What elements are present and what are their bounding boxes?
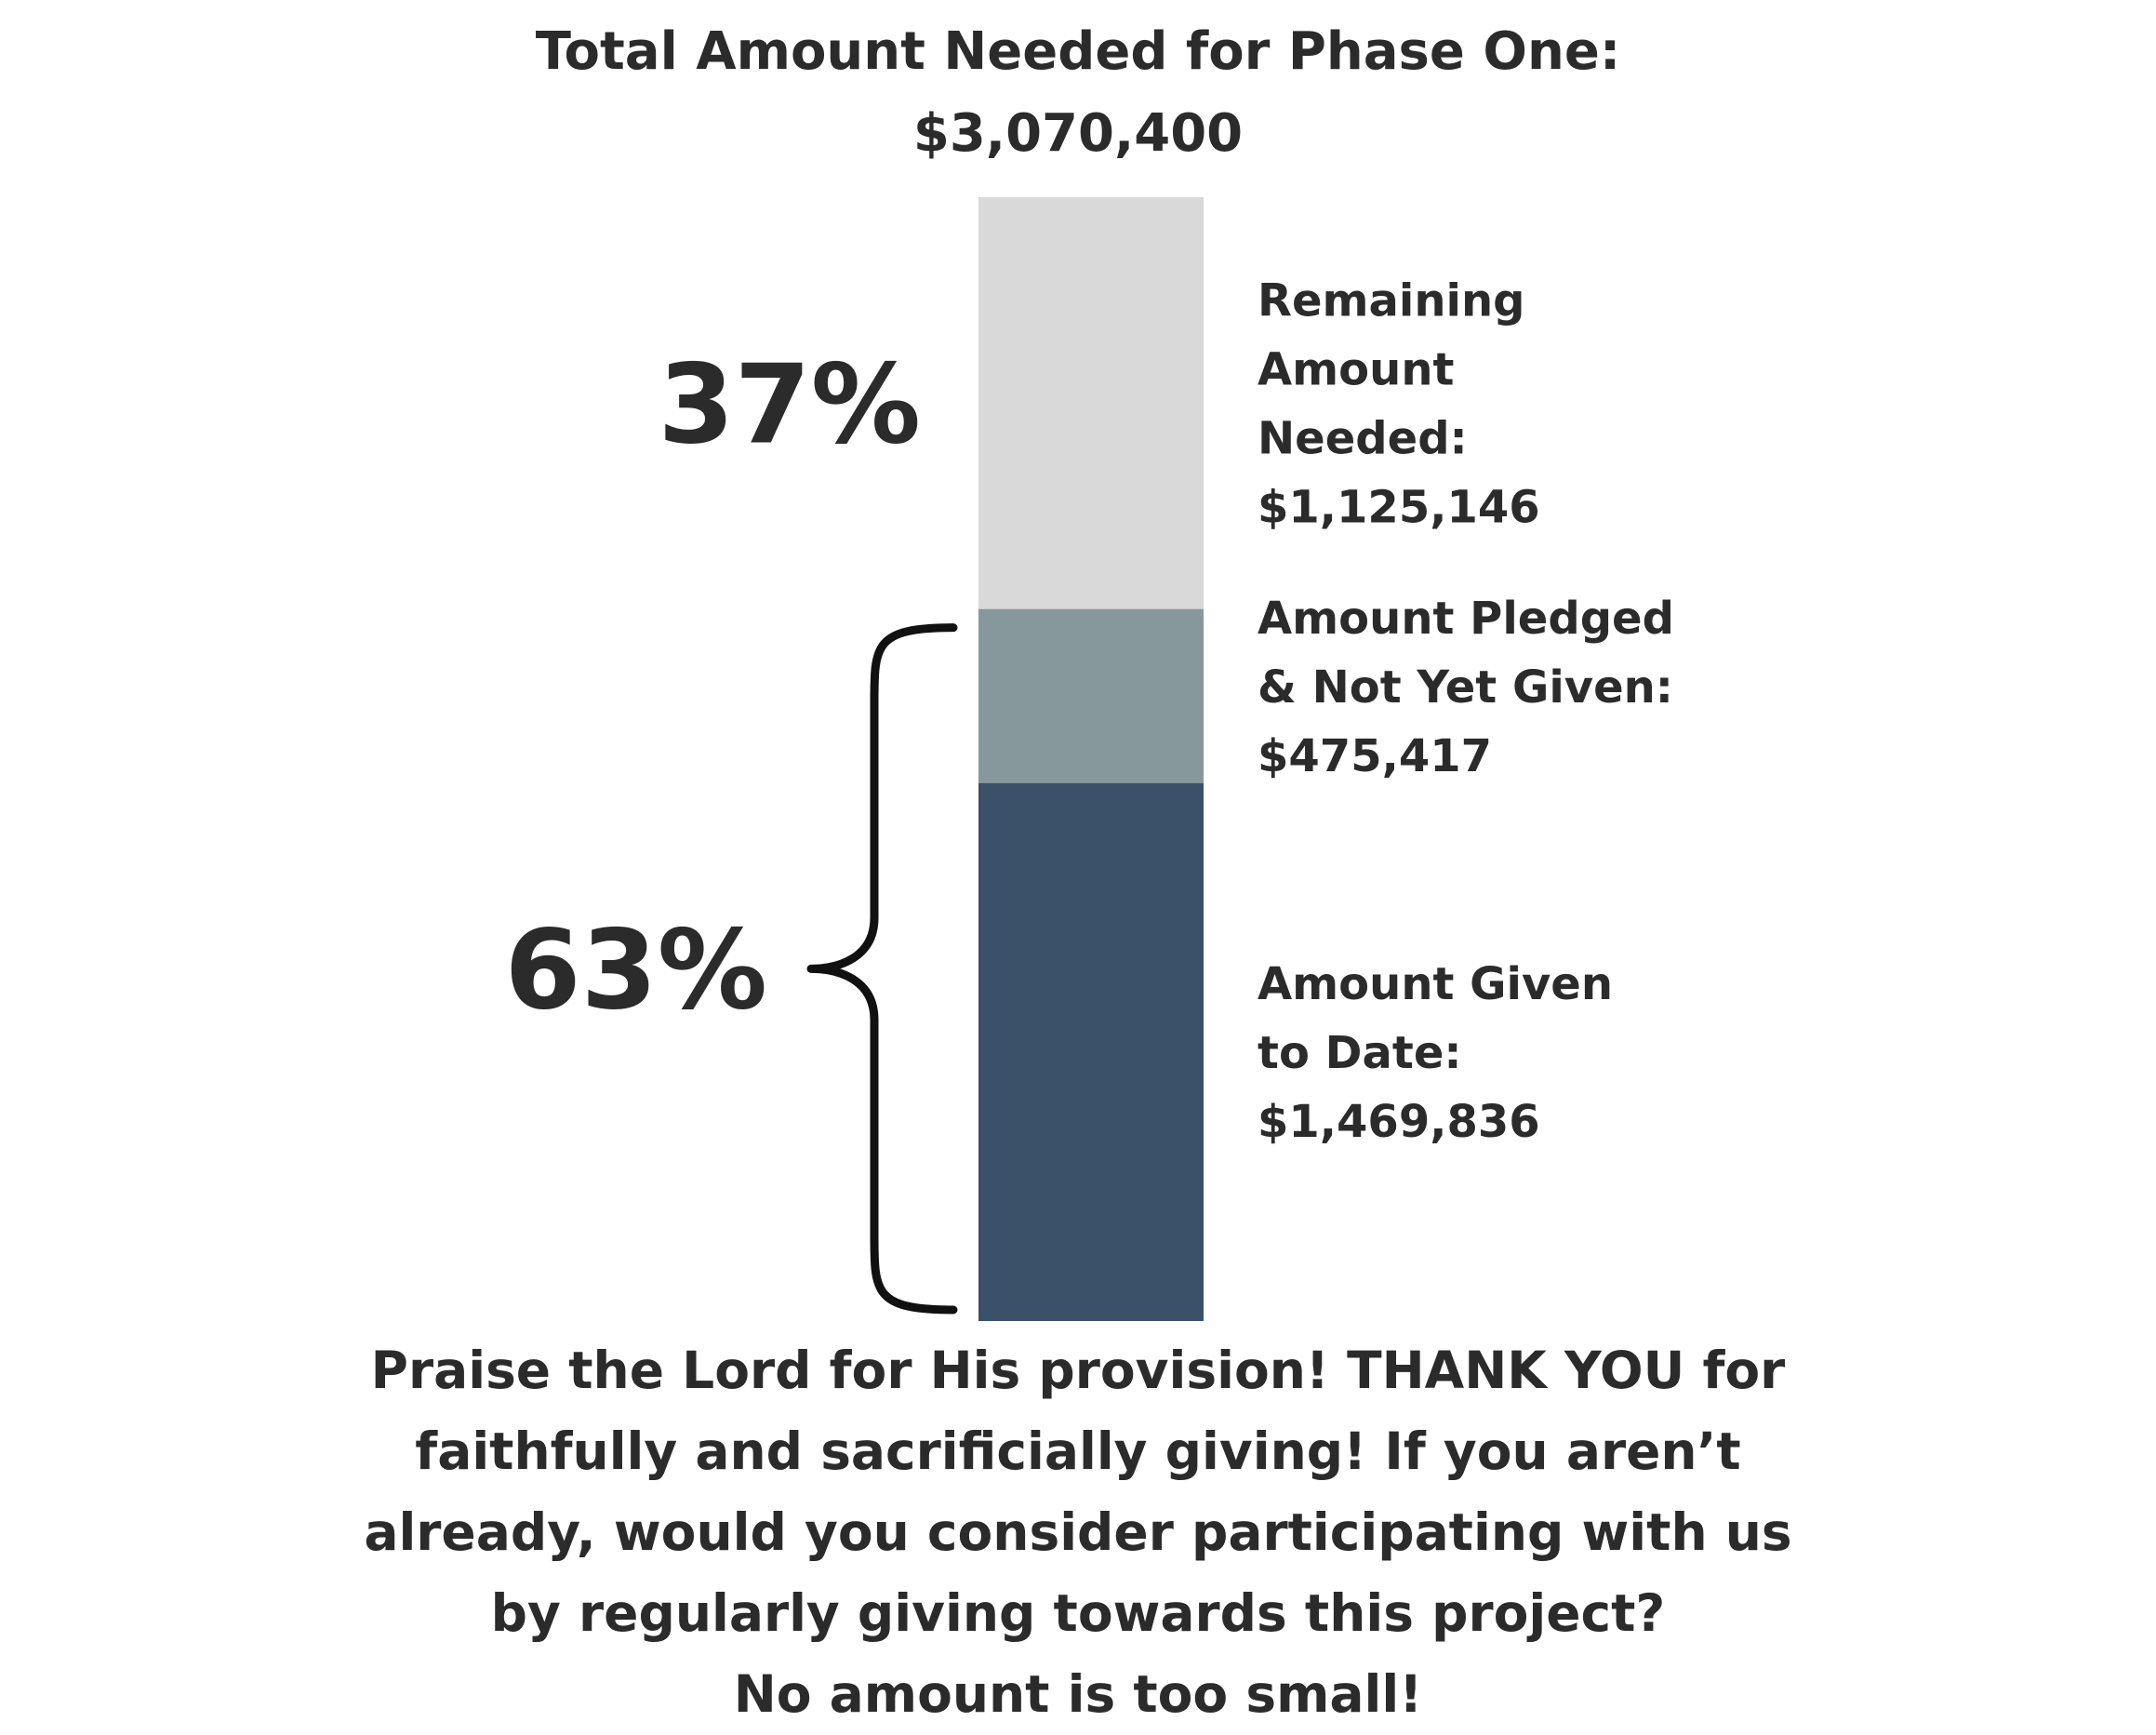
segment-label-pledged-line: Amount Pledged — [1258, 593, 1674, 646]
segment-label-given-line: Amount Given — [1258, 957, 1614, 1010]
segment-label-remaining-line: Amount — [1258, 343, 1455, 396]
segment-label-given-line: $1,469,836 — [1258, 1095, 1540, 1148]
message-line-5: No amount is too small! — [733, 1664, 1423, 1724]
segment-label-remaining-line: Remaining — [1258, 274, 1525, 327]
segment-label-pledged-line: & Not Yet Given: — [1258, 661, 1673, 714]
segment-label-remaining — [1258, 274, 1540, 533]
title-line-1: Total Amount Needed for Phase One: — [535, 21, 1621, 82]
bar-segment-remaining — [978, 197, 1204, 609]
segment-label-pledged-line: $475,417 — [1258, 730, 1493, 783]
thank-you-message — [0, 1330, 2156, 1735]
segment-label-given — [1258, 958, 1613, 1148]
curly-brace-icon — [811, 628, 953, 1310]
message-line-4: by regularly giving towards this project? — [490, 1583, 1666, 1643]
message-line-3: already, would you consider participating with us — [364, 1502, 1792, 1562]
percent-label-committed: 63% — [504, 905, 767, 1034]
title-total-amount: $3,070,400 — [912, 103, 1244, 164]
percent-label-remaining: 37% — [658, 340, 921, 469]
bar-segment-pledged — [978, 609, 1204, 783]
segment-label-remaining-line: $1,125,146 — [1258, 481, 1540, 534]
segment-label-remaining-line: Needed: — [1258, 412, 1468, 465]
segment-label-pledged — [1258, 593, 1674, 782]
message-line-1: Praise the Lord for His provision! THANK YOU for — [370, 1341, 1786, 1400]
segment-label-given-line: to Date: — [1258, 1026, 1462, 1079]
message-line-2: faithfully and sacrificially giving! If you aren’t — [415, 1421, 1741, 1481]
bar-segment-given — [978, 783, 1204, 1321]
